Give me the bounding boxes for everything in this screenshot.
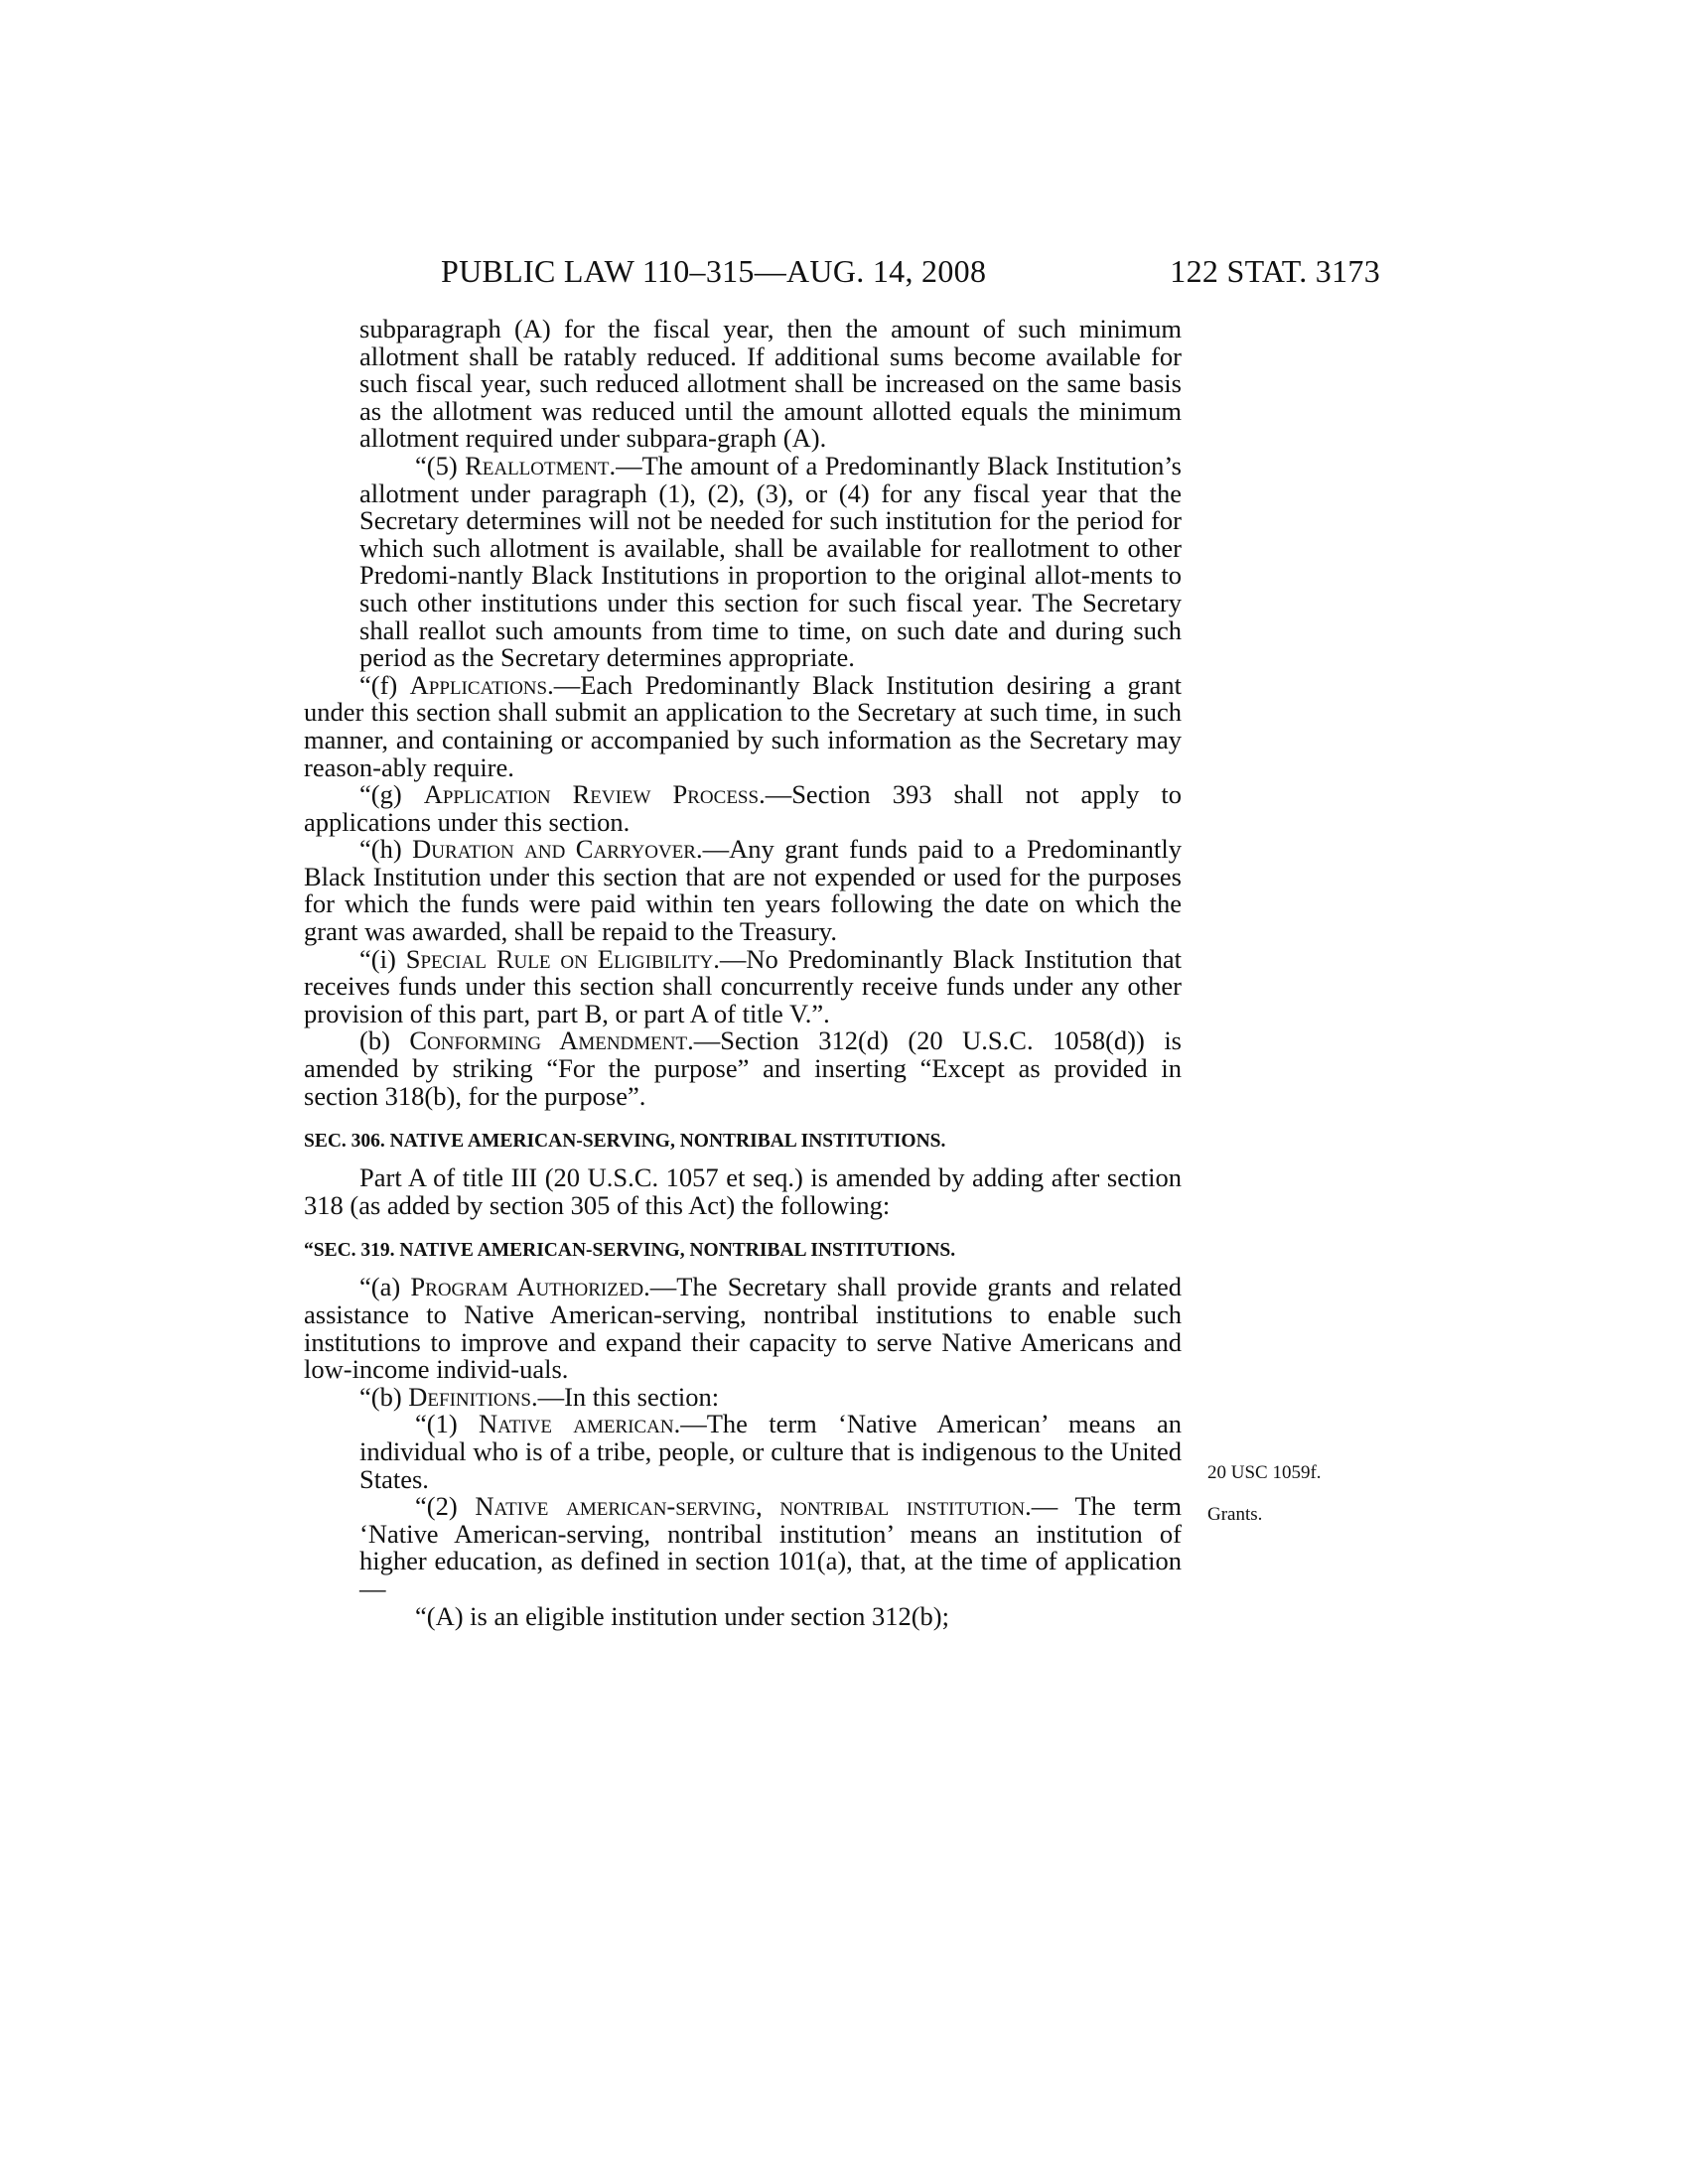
heading-nontribal-institution: Native american-serving, nontribal institution [475, 1491, 1026, 1522]
paragraph-319b-definitions: “(b) Definitions.—In this section: [359, 1381, 720, 1412]
heading-program-authorized: Program Authorized [410, 1272, 644, 1302]
paragraph-319a-program: “(a) Program Authorized.—The Secretary shall provide grants and related assistance to Native American-serving, nontribal institutions to enable such institutions to improve and expand their capacity to serve Native Americans and low-income individ-uals. [304, 1272, 1182, 1385]
paragraph-g-review: “(g) Application Review Process.—Section 393 shall not apply to applications under this section. [304, 779, 1182, 837]
heading-eligibility: Special Rule on Eligibility [405, 943, 714, 974]
heading-native-american: Native american [478, 1409, 674, 1439]
section-306-heading: SEC. 306. NATIVE AMERICAN-SERVING, NONTRIBAL INSTITUTIONS. [304, 1131, 946, 1153]
paragraph-i-eligibility: “(i) Special Rule on Eligibility.—No Predominantly Black Institution that receives funds under this section shall concurrently receive funds under any other provision of this part, part B, or part A of title V.”. [304, 943, 1183, 1028]
margin-note-usc: 20 USC 1059f. [1207, 1462, 1322, 1483]
header-law-title: PUBLIC LAW 110–315—AUG. 14, 2008 [441, 253, 987, 289]
paragraph-a4-continued: subparagraph (A) for the fiscal year, then the amount of such minimum allotment shall be ratably reduced. If additional sums become available for such fiscal year, such reduced allotment shall be increased on the same basis as the allotment was reduced until the amount allotted equals the minimum allotment required under subpara-graph (A). [359, 314, 1182, 454]
heading-duration: Duration and Carryover [412, 834, 696, 865]
paragraph-319b1-native-american: “(1) Native american.—The term ‘Native American’ means an individual who is of a tribe, people, or culture that is indigenous to the United States. [359, 1409, 1182, 1494]
paragraph-319b2-institution: “(2) Native american-serving, nontribal institution.— The term ‘Native American-serving, nontribal institution’ means an institution of higher education, as defined in section 101(a), that, at the time of application— [359, 1491, 1182, 1603]
document-body [304, 316, 1182, 1630]
heading-review-process: Application Review Process [423, 779, 760, 810]
heading-conforming: Conforming Amendment [409, 1025, 688, 1056]
heading-reallotment: Reallotment [465, 450, 610, 480]
header-stat-page: 122 STAT. 3173 [1170, 253, 1380, 289]
paragraph-f-applications: “(f) Applications.—Each Predominantly Black Institution desiring a grant under this section shall submit an application to the Secretary at such time, in such manner, and containing or accompanied by such information as the Secretary may reason-ably require. [304, 669, 1182, 782]
section-306-text: Part A of title III (20 U.S.C. 1057 et seq.) is amended by adding after section 318 (as added by section 305 of this Act) the following: [304, 1162, 1182, 1220]
paragraph-5-reallotment: “(5) Reallotment.—The amount of a Predominantly Black Institution’s allotment under paragraph (1), (2), (3), or (4) for any fiscal year that the Secretary determines will not be needed for such institution for the period for which such allotment is available, shall be available for reallotment to other Predomi-nantly Black Institutions in proportion to the original allot-ments to such other institutions under this section for such fiscal year. The Secretary shall reallot such amounts from time to time, on such date and during such period as the Secretary determines appropriate. [359, 450, 1182, 673]
running-header [441, 251, 1380, 291]
margin-note-grants: Grants. [1207, 1504, 1263, 1525]
section-319-heading: “SEC. 319. NATIVE AMERICAN-SERVING, NONTRIBAL INSTITUTIONS. [304, 1240, 956, 1262]
paragraph-319b2A: “(A) is an eligible institution under section 312(b); [415, 1600, 949, 1631]
paragraph-h-duration: “(h) Duration and Carryover.—Any grant funds paid to a Predominantly Black Institution under this section that are not expended or used for the purposes for which the funds were paid within ten years following the date on which the grant was awarded, shall be repaid to the Treasury. [304, 834, 1182, 947]
paragraph-b-conforming: (b) Conforming Amendment.—Section 312(d) (20 U.S.C. 1058(d)) is amended by striking “For the purpose” and inserting “Except as provided in section 318(b), for the purpose”. [304, 1025, 1182, 1111]
heading-applications: Applications [409, 669, 548, 700]
heading-definitions: Definitions [408, 1381, 531, 1412]
